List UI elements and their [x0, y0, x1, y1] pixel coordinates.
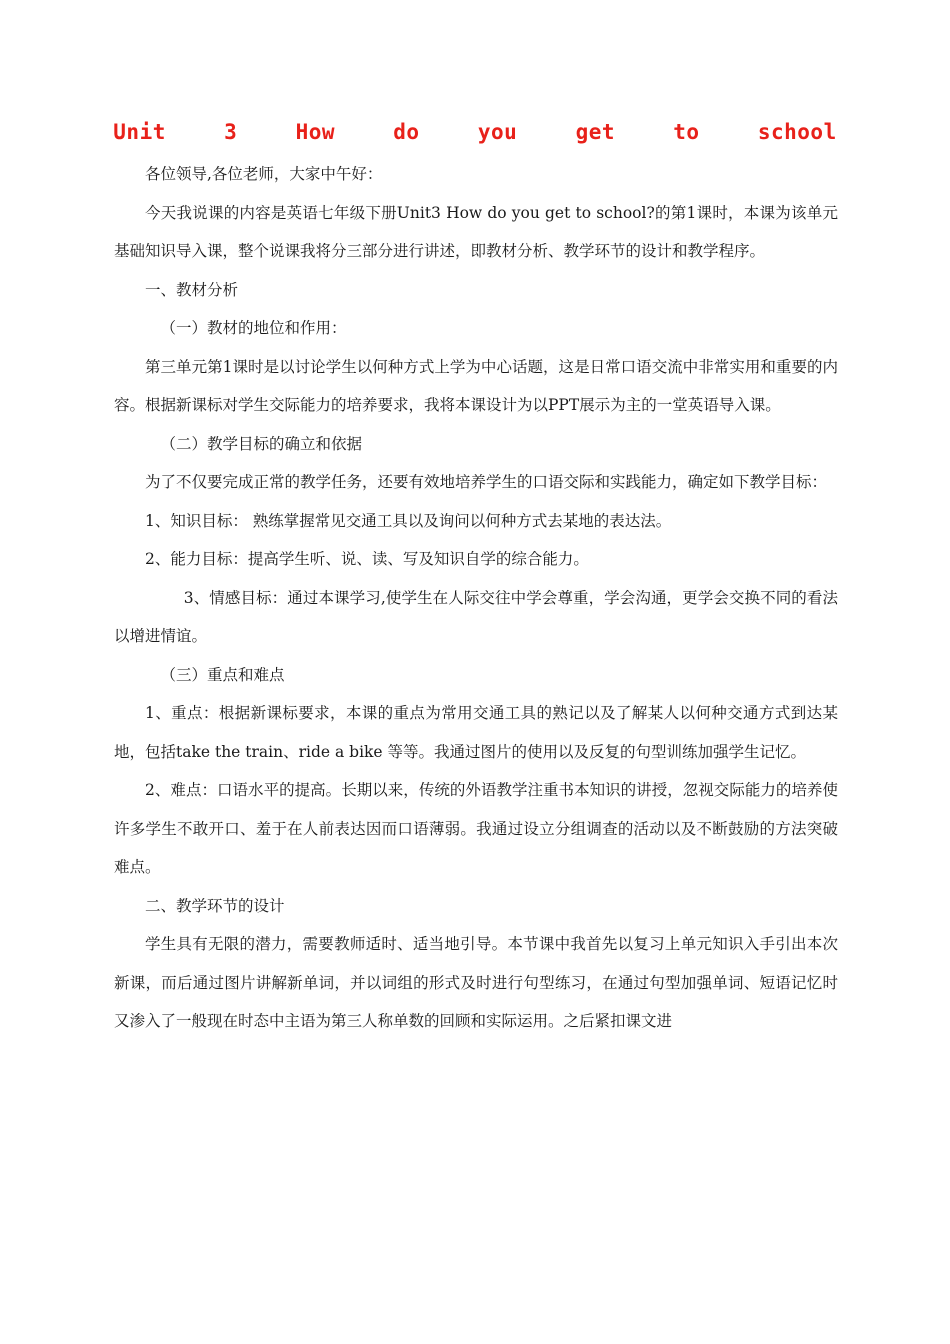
- key-point-paragraph: 1、重点：根据新课标要求，本课的重点为常用交通工具的熟记以及了解某人以何种交通方式到达某地，包括take the train、ride a bike 等等。我通过图片的使用以及反复的句型训练加强学生记忆。: [114, 704, 838, 761]
- document-title: Unit 3 How do you get to school: [113, 120, 837, 144]
- goal-emotion: 3、情感目标：通过本课学习,使学生在人际交往中学会尊重，学会沟通，更学会交换不同的看法以增进情谊。: [114, 588, 838, 645]
- paragraph-material-role: 第三单元第1课时是以讨论学生以何种方式上学为中心话题，这是日常口语交流中非常实用和重要的内容。根据新课标对学生交际能力的培养要求，我将本课设计为以PPT展示为主的一堂英语导入课。: [114, 357, 838, 414]
- goal-knowledge: 1、知识目标： 熟练掌握常见交通工具以及询问以何种方式去某地的表达法。: [145, 511, 672, 530]
- subsection-heading-3: （三）重点和难点: [160, 665, 285, 684]
- document-body: [114, 155, 838, 1041]
- intro-paragraph: 今天我说课的内容是英语七年级下册Unit3 How do you get to school?的第1课时，本课为该单元基础知识导入课，整个说课我将分三部分进行讲述，即教材分析、教学环节的设计和教学程序。: [114, 203, 838, 260]
- goal-ability: 2、能力目标：提高学生听、说、读、写及知识自学的综合能力。: [145, 550, 589, 568]
- paragraph-goals-intro: 为了不仅要完成正常的教学任务，还要有效地培养学生的口语交际和实践能力，确定如下教学目标：: [145, 473, 828, 491]
- subsection-heading-2: （二）教学目标的确立和依据: [160, 434, 363, 453]
- difficulty-paragraph: 2、难点：口语水平的提高。长期以来，传统的外语教学注重书本知识的讲授，忽视交际能力的培养使许多学生不敢开口、羞于在人前表达因而口语薄弱。我通过设立分组调查的活动以及不断鼓励的方法突破难点。: [114, 781, 838, 876]
- section-heading-1: 一、教材分析: [145, 280, 239, 299]
- teaching-design-paragraph: 学生具有无限的潜力，需要教师适时、适当地引导。本节课中我首先以复习上单元知识入手引出本次新课，而后通过图片讲解新单词，并以词组的形式及时进行句型练习，在通过句型加强单词、短语记忆时又渗入了一般现在时态中主语为第三人称单数的回顾和实际运用。之后紧扣课文进: [114, 935, 838, 1030]
- section-heading-2: 二、教学环节的设计: [145, 896, 285, 915]
- subsection-heading-1: （一）教材的地位和作用：: [160, 319, 347, 337]
- greeting-paragraph: 各位领导,各位老师，大家中午好：: [145, 165, 383, 183]
